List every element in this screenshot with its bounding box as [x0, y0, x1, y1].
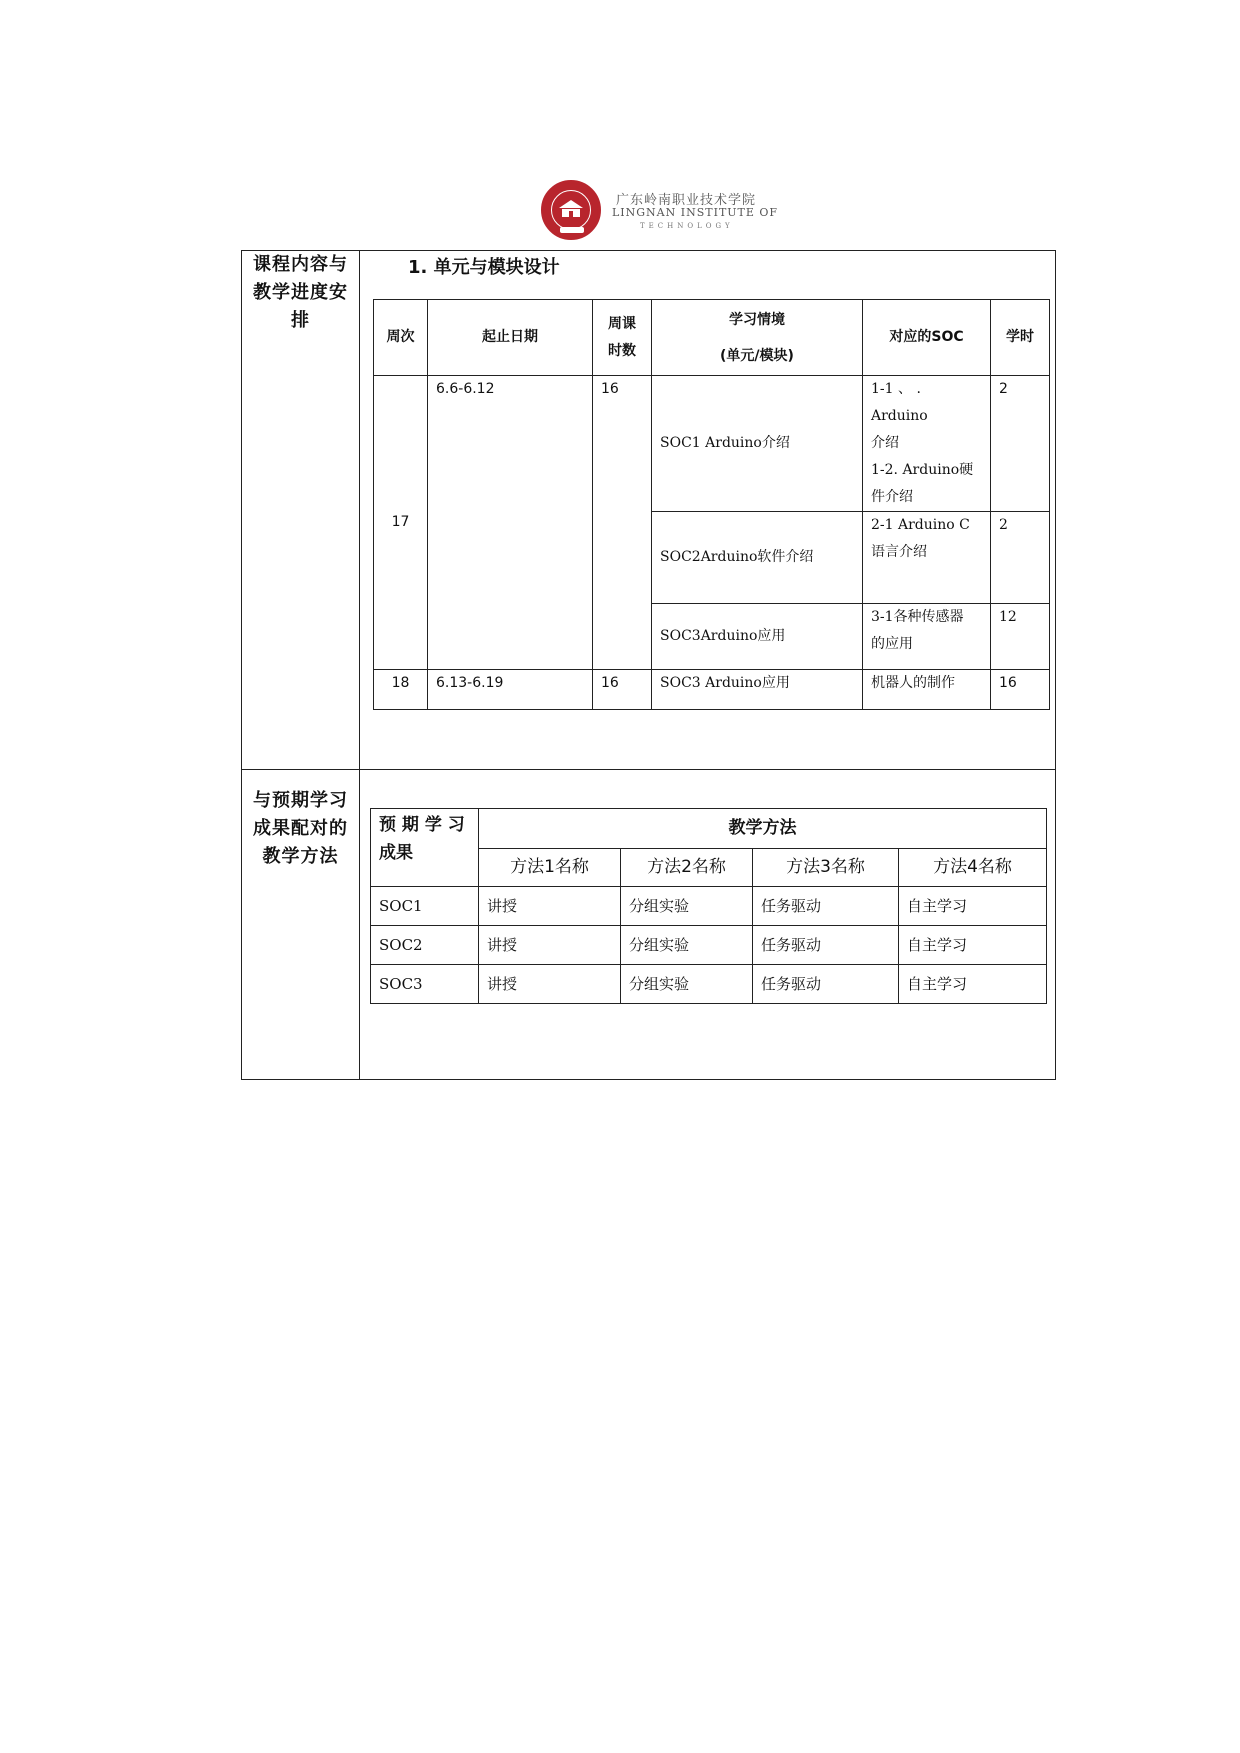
hours-cell: 2 [991, 512, 1050, 604]
method-cell: 讲授 [479, 887, 621, 926]
method-cell: 分组实验 [621, 965, 753, 1004]
scenario-cell: SOC2Arduino软件介绍 [652, 512, 863, 604]
col-method-3: 方法3名称 [753, 849, 899, 887]
section-divider [241, 769, 1056, 770]
dates-cell: 6.6-6.12 [428, 376, 593, 670]
outcome-cell: SOC2 [371, 926, 479, 965]
methods-table [370, 808, 1047, 1004]
table-row [371, 887, 1047, 926]
col-week: 周次 [374, 300, 428, 376]
dates-cell: 6.13-6.19 [428, 670, 593, 710]
section1-title: 1. 单元与模块设计 [408, 257, 560, 278]
schedule-table [373, 299, 1050, 710]
method-cell: 分组实验 [621, 887, 753, 926]
hours-cell: 12 [991, 604, 1050, 670]
soc-cell: 1-1 、 . Arduino 介绍 1-2. Arduino硬 件介绍 [863, 376, 991, 512]
weekly-hours-cell: 16 [593, 376, 652, 670]
col-outcome: 预 期 学 习 成果 [371, 809, 479, 887]
school-name-en-line2: TECHNOLOGY [640, 222, 734, 230]
method-cell: 自主学习 [899, 926, 1047, 965]
hours-cell: 2 [991, 376, 1050, 512]
scenario-cell: SOC3Arduino应用 [652, 604, 863, 670]
method-cell: 任务驱动 [753, 965, 899, 1004]
method-cell: 自主学习 [899, 887, 1047, 926]
outcome-cell: SOC3 [371, 965, 479, 1004]
col-method-1: 方法1名称 [479, 849, 621, 887]
col-method-4: 方法4名称 [899, 849, 1047, 887]
col-dates: 起止日期 [428, 300, 593, 376]
seal-band [560, 227, 584, 233]
school-name-cn: 广东岭南职业技术学院 [616, 193, 757, 208]
school-name-en: LINGNAN INSTITUTE OF [612, 206, 779, 219]
soc-cell: 机器人的制作 [863, 670, 991, 710]
label-column-divider [359, 250, 360, 1080]
table-row [371, 965, 1047, 1004]
col-hours: 学时 [991, 300, 1050, 376]
table-row [374, 670, 1050, 710]
col-soc: 对应的SOC [863, 300, 991, 376]
col-method-2: 方法2名称 [621, 849, 753, 887]
method-cell: 讲授 [479, 926, 621, 965]
table-row [371, 926, 1047, 965]
outcome-cell: SOC1 [371, 887, 479, 926]
building-icon [559, 200, 583, 218]
col-methods: 教学方法 [479, 809, 1047, 849]
week-cell: 18 [374, 670, 428, 710]
method-cell: 自主学习 [899, 965, 1047, 1004]
table-row [374, 376, 1050, 512]
col-weekly-hours: 周课 时数 [593, 300, 652, 376]
soc-cell: 3-1各种传感器 的应用 [863, 604, 991, 670]
week-cell: 17 [374, 376, 428, 670]
method-cell: 任务驱动 [753, 887, 899, 926]
weekly-hours-cell: 16 [593, 670, 652, 710]
scenario-cell: SOC1 Arduino介绍 [652, 376, 863, 512]
schedule-header-row [374, 300, 1050, 376]
soc-cell: 2-1 Arduino C 语言介绍 [863, 512, 991, 604]
school-seal-logo [541, 180, 601, 240]
method-cell: 分组实验 [621, 926, 753, 965]
scenario-cell: SOC3 Arduino应用 [652, 670, 863, 710]
section1-label: 课程内容与 教学进度安 排 [253, 254, 348, 331]
method-cell: 讲授 [479, 965, 621, 1004]
methods-header-row [371, 809, 1047, 849]
section2-label: 与预期学习 成果配对的 教学方法 [253, 790, 348, 867]
method-cell: 任务驱动 [753, 926, 899, 965]
hours-cell: 16 [991, 670, 1050, 710]
col-scenario: 学习情境 (单元/模块) [652, 300, 863, 376]
